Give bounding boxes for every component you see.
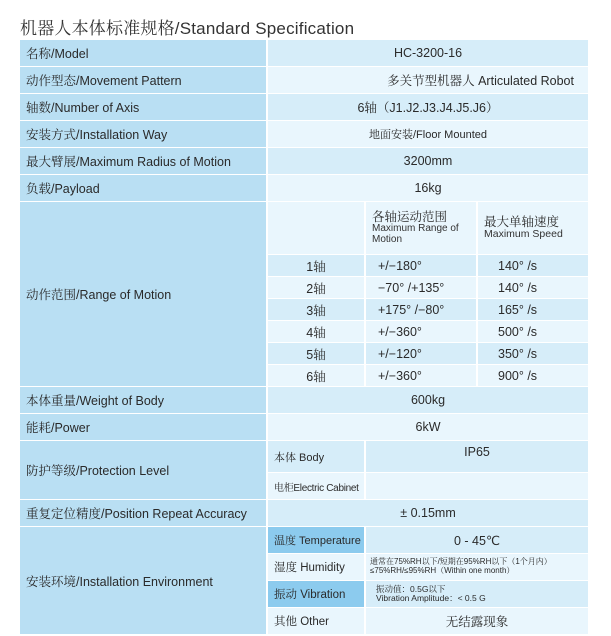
movement-value: 多关节型机器人 Articulated Robot — [268, 67, 588, 93]
axis-1-range: +/−180° — [366, 255, 476, 276]
accuracy-value: ± 0.15mm — [268, 500, 588, 526]
axis-6-name: 6轴 — [268, 365, 364, 386]
other-value: 无结露现象 — [366, 608, 588, 634]
axis-2-name: 2轴 — [268, 277, 364, 298]
axis-4-speed: 500° /s — [478, 321, 588, 342]
range-of-motion-label: 动作范围/Range of Motion — [20, 202, 266, 386]
axis-5-range: +/−120° — [366, 343, 476, 364]
accuracy-label: 重复定位精度/Position Repeat Accuracy — [20, 500, 266, 526]
speed-header — [478, 202, 588, 254]
axis-1-speed: 140° /s — [478, 255, 588, 276]
axis-4-range: +/−360° — [366, 321, 476, 342]
protection-cabinet-value — [366, 473, 588, 499]
axis-5-name: 5轴 — [268, 343, 364, 364]
axis-1-name: 1轴 — [268, 255, 364, 276]
protection-body-label: 本体 Body — [268, 441, 364, 472]
radius-value: 3200mm — [268, 148, 588, 174]
radius-label: 最大臂展/Maximum Radius of Motion — [20, 148, 266, 174]
axis-label: 轴数/Number of Axis — [20, 94, 266, 120]
humidity-label: 湿度 Humidity — [268, 554, 364, 580]
page-title: 机器人本体标准规格/Standard Specification — [20, 19, 355, 38]
power-label: 能耗/Power — [20, 414, 266, 440]
spec-table — [20, 40, 582, 629]
installation-environment-label: 安装环境/Installation Environment — [20, 527, 266, 634]
movement-label: 动作型态/Movement Pattern — [20, 67, 266, 93]
vibration-value-line-1: 振动值：0.5G以下 — [376, 583, 446, 594]
speed-header-en: Maximum Speed — [484, 228, 563, 241]
installation-way-label: 安装方式/Installation Way — [20, 121, 266, 147]
axis-6-range: +/−360° — [366, 365, 476, 386]
axis-value: 6轴（J1.J2.J3.J4.J5.J6） — [268, 94, 588, 120]
temperature-value: 0 - 45℃ — [366, 527, 588, 553]
payload-value: 16kg — [268, 175, 588, 201]
speed-header-cn: 最大单轴速度 — [484, 214, 560, 229]
humidity-value — [366, 554, 588, 580]
range-header-en: Maximum Range of Motion — [372, 223, 459, 245]
axis-3-name: 3轴 — [268, 299, 364, 320]
payload-label: 负载/Payload — [20, 175, 266, 201]
axis-2-speed: 140° /s — [478, 277, 588, 298]
model-label: 名称/Model — [20, 40, 266, 66]
humidity-value-line-2: ≤75%RH/≤95%RH（Within one month） — [370, 566, 515, 575]
temperature-label: 温度 Temperature — [268, 527, 364, 553]
vibration-value-line-2: Vibration Amplitude：< 0.5 G — [376, 593, 486, 603]
other-label: 其他 Other — [268, 608, 364, 634]
axis-2-range: −70° /+135° — [366, 277, 476, 298]
protection-level-label: 防护等级/Protection Level — [20, 441, 266, 499]
installation-way-value: 地面安装/Floor Mounted — [268, 121, 588, 147]
range-header-spacer — [268, 202, 364, 254]
power-value: 6kW — [268, 414, 588, 440]
range-header — [366, 202, 476, 254]
vibration-value — [366, 581, 588, 607]
weight-value: 600kg — [268, 387, 588, 413]
protection-cabinet-label: 电柜Electric Cabinet — [268, 473, 364, 499]
protection-body-value: IP65 — [366, 441, 588, 472]
range-header-cn: 各轴运动范围 — [372, 209, 448, 224]
model-value: HC-3200-16 — [268, 40, 588, 66]
axis-6-speed: 900° /s — [478, 365, 588, 386]
humidity-value-line-1: 通常在75%RH以下/短期在95%RH以下（1个月内） — [370, 557, 552, 567]
axis-5-speed: 350° /s — [478, 343, 588, 364]
axis-3-speed: 165° /s — [478, 299, 588, 320]
weight-label: 本体重量/Weight of Body — [20, 387, 266, 413]
axis-3-range: +175° /−80° — [366, 299, 476, 320]
vibration-label: 振动 Vibration — [268, 581, 364, 607]
axis-4-name: 4轴 — [268, 321, 364, 342]
